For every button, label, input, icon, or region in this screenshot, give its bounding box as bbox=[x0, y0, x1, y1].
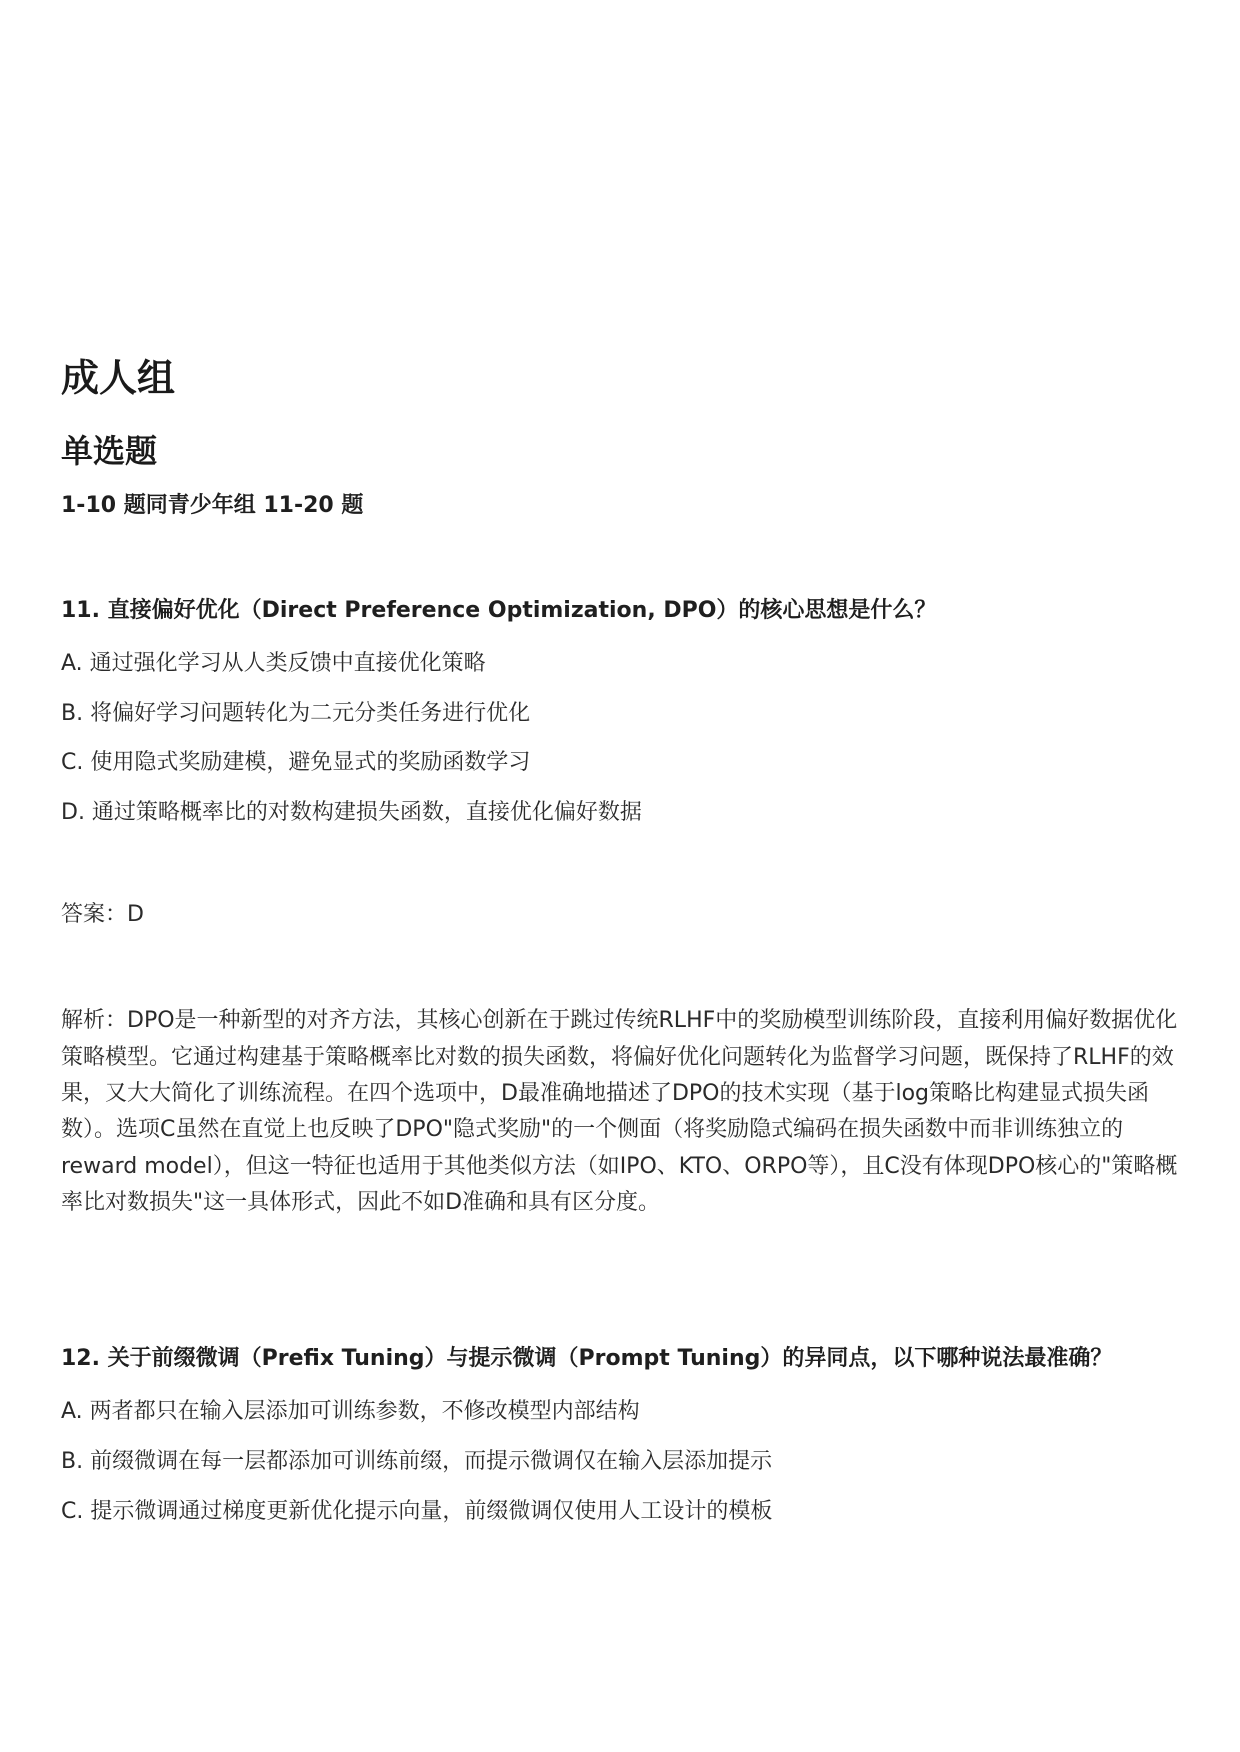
option-b: B. 前缀微调在每一层都添加可训练前缀，而提示微调仅在输入层添加提示 bbox=[61, 1449, 773, 1475]
answer-text: 答案：D bbox=[61, 901, 144, 927]
option-a: A. 两者都只在输入层添加可训练参数，不修改模型内部结构 bbox=[61, 1399, 640, 1425]
option-b: B. 将偏好学习问题转化为二元分类任务进行优化 bbox=[61, 700, 531, 726]
option-d: D. 通过策略概率比的对数构建损失函数，直接优化偏好数据 bbox=[61, 799, 642, 825]
option-c: C. 提示微调通过梯度更新优化提示向量，前缀微调仅使用人工设计的模板 bbox=[61, 1498, 773, 1524]
analysis-text: 解析：DPO是一种新型的对齐方法，其核心创新在于跳过传统RLHF中的奖励模型训练阶段，直接利用偏好数据优化策略模型。它通过构建基于策略概率比对数的损失函数，将偏好优化问题转化为监督学习问题，既保持了RLHF的效果，又大大简化了训练流程。在四个选项中，D最准确地描述了DPO的技术实现（基于log策略比构建显式损失函数）。选项C虽然在直觉上也反映了DPO"隐式奖励"的一个侧面（将奖励隐式编码在损失函数中而非训练独立的reward model），但这一特征也适用于其他类似方法（如IPO、KTO、ORPO等），且C没有体现DPO核心的"策略概率比对数损失"这一具体形式，因此不如D准确和具有区分度。 bbox=[61, 1008, 1178, 1215]
option-a: A. 通过强化学习从人类反馈中直接优化策略 bbox=[61, 650, 486, 676]
question-11 bbox=[61, 593, 1181, 1222]
question-title: 11. 直接偏好优化（Direct Preference Optimization, DPO）的核心思想是什么？ bbox=[61, 597, 937, 623]
group-title: 成人组 bbox=[61, 356, 176, 400]
section-note: 1-10 题同青少年组 11-20 题 bbox=[61, 492, 364, 518]
section-title: 单选题 bbox=[61, 431, 158, 470]
question-title: 12. 关于前缀微调（Prefix Tuning）与提示微调（Prompt Tuning）的异同点，以下哪种说法最准确？ bbox=[61, 1346, 1113, 1372]
question-12 bbox=[61, 1341, 1181, 1526]
option-c: C. 使用隐式奖励建模，避免显式的奖励函数学习 bbox=[61, 750, 531, 776]
document-content bbox=[61, 356, 1181, 1526]
